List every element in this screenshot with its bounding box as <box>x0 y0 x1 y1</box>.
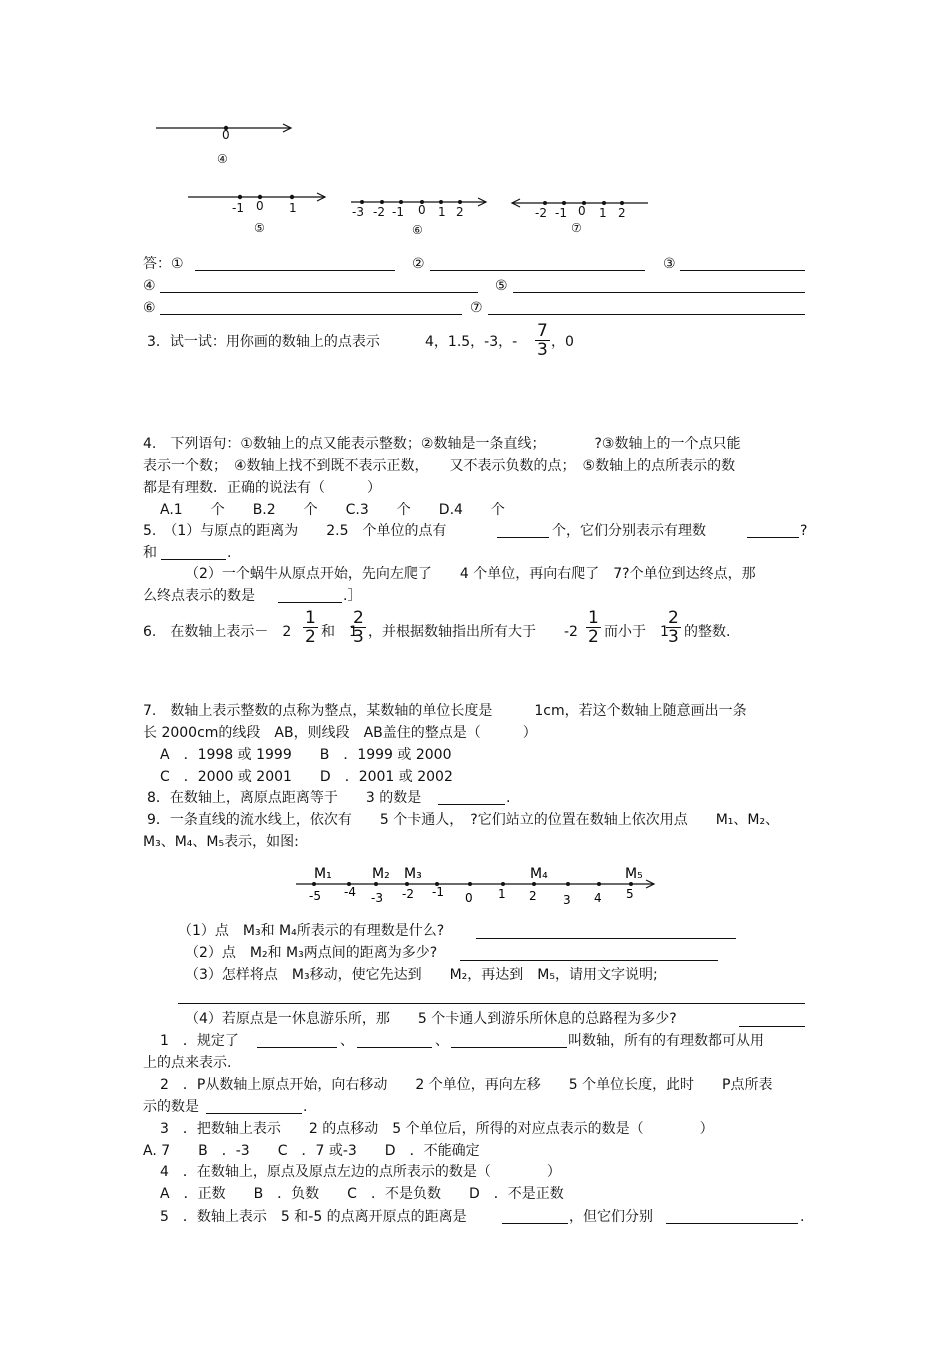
q8-tail: . <box>506 790 511 806</box>
q9-tick-dot <box>312 882 316 886</box>
q6-frac4-den: 3 <box>668 627 679 647</box>
q9-number-line <box>292 860 662 908</box>
p1-sep-1: 、 <box>340 1033 354 1049</box>
p1-line-2: 上的点来表示. <box>143 1055 232 1071</box>
q9-sub-1: （1）点 M₃和 M₄所表示的有理数是什么? <box>178 923 445 939</box>
p1-text-b: 叫数轴，所有的有理数都可从用 <box>568 1033 764 1049</box>
q7-line-1: 7. 数轴上表示整数的点称为整点，某数轴的单位长度是 1cm，若这个数轴上随意画出一条 <box>143 703 747 719</box>
q9-tick-label: -5 <box>309 889 321 903</box>
q6-frac1-den: 2 <box>305 627 316 647</box>
p2-line-1: 2 ．P从数轴上原点开始，向右移动 2 个单位，再向左移 5 个单位长度，此时 P点所表 <box>160 1077 773 1093</box>
q9-tick-dot <box>629 882 633 886</box>
q6-fraction-3 <box>586 609 601 646</box>
answer-label-6: ⑥ <box>143 300 156 316</box>
axis6-tick-label: -3 <box>352 205 364 219</box>
q9-line-2: M₃、M₄、M₅表示，如图: <box>143 834 299 850</box>
q6-frac1-num: 1 <box>305 608 316 628</box>
q9-tick-dot <box>501 882 505 886</box>
q9-point-label: M₂ <box>372 866 390 882</box>
p5-text-a: 5 ．数轴上表示 5 和-5 的点离开原点的距离是 <box>160 1209 467 1225</box>
q4-options: A.1 个 B.2 个 C.3 个 D.4 个 <box>160 502 505 518</box>
q8-text: 8．在数轴上，离原点距离等于 3 的数是 <box>147 790 422 806</box>
q9-tick-label: 1 <box>498 887 506 901</box>
q3-fraction-den: 3 <box>537 340 548 360</box>
q9-tick-dot <box>532 882 536 886</box>
axis6-tick-label: -2 <box>373 205 385 219</box>
axis7-circled-label: ⑦ <box>571 221 582 235</box>
q5-line-4: 么终点表示的数是 <box>143 588 255 604</box>
q7-options-cd: C ．2000 或 2001 D ．2001 或 2002 <box>160 769 453 785</box>
q9-tick-label: 5 <box>626 887 634 901</box>
axis7-tick-label: 2 <box>618 206 626 220</box>
q6-frac4-num: 2 <box>668 608 679 628</box>
q3-text: 3．试一试：用你画的数轴上的点表示 <box>147 334 380 350</box>
p5-text-c: . <box>800 1209 805 1225</box>
q9-tick-label: 4 <box>594 891 602 905</box>
p4-options: A ．正数 B ．负数 C ．不是负数 D ．不是正数 <box>160 1186 564 1202</box>
q9-blank-2[interactable] <box>460 960 718 961</box>
q6-text-b: 和 1 <box>321 624 358 640</box>
q9-tick-label: -1 <box>432 885 444 899</box>
p3-line-1: 3 ．把数轴上表示 2 的点移动 5 个单位后，所得的对应点表示的数是（ ） <box>160 1121 714 1137</box>
answer-label-2: ② <box>412 256 425 272</box>
p1-sep-2: 、 <box>435 1033 449 1049</box>
p2-line-2: 示的数是 <box>143 1099 199 1115</box>
axis6-tick-label: 2 <box>456 205 464 219</box>
q9-tick-dot <box>374 882 378 886</box>
q9-point-label: M₃ <box>404 866 422 882</box>
p4-line-1: 4 ．在数轴上，原点及原点左边的点所表示的数是（ ） <box>160 1164 561 1180</box>
q4-line-3: 都是有理数．正确的说法有（ ） <box>143 480 381 496</box>
q6-frac2-den: 3 <box>353 627 364 647</box>
answer-blank-6[interactable] <box>160 314 462 315</box>
q5-line-4b: .］ <box>343 588 362 604</box>
q9-point-label: M₁ <box>314 866 332 882</box>
q5-blank-count[interactable] <box>497 537 549 538</box>
q6-frac3-num: 1 <box>588 608 599 628</box>
p1-blank-2[interactable] <box>357 1047 432 1048</box>
q6-frac2-num: 2 <box>353 608 364 628</box>
p2-line-2-tail: . <box>303 1099 308 1115</box>
axis7-tick-label: -2 <box>535 206 547 220</box>
p5-blank-1[interactable] <box>502 1223 568 1224</box>
q6-text-a: 6. 在数轴上表示－ 2 <box>143 624 292 640</box>
axis6-tick-label: -1 <box>392 205 404 219</box>
q9-tick-label: 0 <box>465 891 473 905</box>
answer-label-4: ④ <box>143 278 156 294</box>
p1-blank-3[interactable] <box>451 1047 567 1048</box>
q6-text-d: 而小于 1 <box>604 624 669 640</box>
q9-sub-2: （2）点 M₂和 M₃两点间的距离为多少? <box>185 945 438 961</box>
q6-fraction-1 <box>303 609 318 646</box>
q9-line-1: 9．一条直线的流水线上，依次有 5 个卡通人， ?它们站立的位置在数轴上依次用点 M₁、M₂、 <box>147 812 780 828</box>
p5-blank-2[interactable] <box>666 1223 798 1224</box>
p1-text-a: 1 ．规定了 <box>160 1033 239 1049</box>
q9-blank-1[interactable] <box>476 938 736 939</box>
axis5-circled-label: ⑤ <box>254 221 265 235</box>
q9-tick-label: -2 <box>402 887 414 901</box>
q9-sub-3: （3）怎样将点 M₃移动，使它先达到 M₂，再达到 M₅，请用文字说明; <box>185 967 658 983</box>
q4-line-1: 4. 下列语句：①数轴上的点又能表示整数；②数轴是一条直线； ?③数轴上的一个点只能 <box>143 436 741 452</box>
q9-tick-label: -4 <box>344 885 356 899</box>
q5-blank-a[interactable] <box>747 537 799 538</box>
q9-blank-4[interactable] <box>739 1026 805 1027</box>
q9-point-label: M₅ <box>625 866 643 882</box>
q9-tick-label: -3 <box>371 891 383 905</box>
q8-blank[interactable] <box>438 804 505 805</box>
q6-fraction-2 <box>351 609 366 646</box>
axis7-tick-label: 1 <box>599 206 607 220</box>
q9-tick-label: 3 <box>563 893 571 907</box>
q3-values: 4，1.5，-3，- <box>425 334 518 350</box>
q6-frac3-den: 2 <box>588 627 599 647</box>
q6-fraction-4 <box>666 609 681 646</box>
q5-line-3: （2）一个蜗牛从原点开始，先向左爬了 4 个单位，再向右爬了 7?个单位到达终点，那 <box>185 566 756 582</box>
q5-line-1c: ? <box>800 523 808 539</box>
q5-line-1: 5. （1）与原点的距离为 2.5 个单位的点有 <box>143 523 447 539</box>
q4-line-2: 表示一个数； ④数轴上找不到既不表示正数， 又不表示负数的点； ⑤数轴上的点所表示的数 <box>143 458 736 474</box>
answer-blank-3[interactable] <box>680 270 805 271</box>
axis5-tick-label: 0 <box>256 199 264 213</box>
axis6-circled-label: ⑥ <box>412 223 423 237</box>
q3-tail: ，0 <box>551 334 574 350</box>
q7-line-2: 长 2000cm的线段 AB，则线段 AB盖住的整点是（ ） <box>143 725 537 741</box>
p2-blank[interactable] <box>206 1113 302 1114</box>
axis6-tick-label: 1 <box>438 205 446 219</box>
q9-point-label: M₄ <box>530 866 548 882</box>
p1-blank-1[interactable] <box>257 1047 337 1048</box>
answer-label-3: ③ <box>663 256 676 272</box>
q5-line-1b: 个，它们分别表示有理数 <box>552 523 706 539</box>
q9-tick-dot <box>405 882 409 886</box>
answer-blank-5[interactable] <box>513 292 805 293</box>
axis5-tick-label: -1 <box>232 201 244 215</box>
answer-blank-7[interactable] <box>488 314 805 315</box>
p5-text-b: ，但它们分别 <box>569 1209 653 1225</box>
q6-text-c: ，并根据数轴指出所有大于 -2 <box>368 624 578 640</box>
axis7-tick-label: -1 <box>555 206 567 220</box>
axis4-zero-label: 0 <box>222 128 230 142</box>
q6-text-e: 的整数. <box>684 624 731 640</box>
q3-fraction-num: 7 <box>537 321 548 341</box>
axis7-tick-label: 0 <box>578 204 586 218</box>
answer-blank-2[interactable] <box>430 270 645 271</box>
answer-label-7: ⑦ <box>470 300 483 316</box>
axis4-circled-label: ④ <box>217 152 228 166</box>
q5-line-2b: . <box>227 545 232 561</box>
q9-tick-label: 2 <box>529 889 537 903</box>
q9-tick-dot <box>468 882 472 886</box>
answer-blank-1[interactable] <box>195 270 395 271</box>
q9-sub-4: （4）若原点是一休息游乐所，那 5 个卡通人到游乐所休息的总路程为多少? <box>185 1011 677 1027</box>
q9-tick-dot <box>566 882 570 886</box>
q5-line-2: 和 <box>143 545 157 561</box>
q3-fraction <box>535 322 550 359</box>
q9-blank-3[interactable] <box>178 1003 805 1004</box>
answer-blank-4[interactable] <box>160 292 478 293</box>
answer-label-5: ⑤ <box>495 278 508 294</box>
q7-options-ab: A ．1998 或 1999 B ．1999 或 2000 <box>160 747 452 763</box>
axis6-tick-label: 0 <box>418 203 426 217</box>
p3-options: A. 7 B ．-3 C ．7 或-3 D ．不能确定 <box>143 1143 480 1159</box>
answer-label-1: 答：① <box>143 256 184 272</box>
q5-blank-b[interactable] <box>161 559 226 560</box>
axis5-tick-label: 1 <box>289 201 297 215</box>
q9-tick-dot <box>597 882 601 886</box>
q5-blank-end[interactable] <box>278 602 342 603</box>
